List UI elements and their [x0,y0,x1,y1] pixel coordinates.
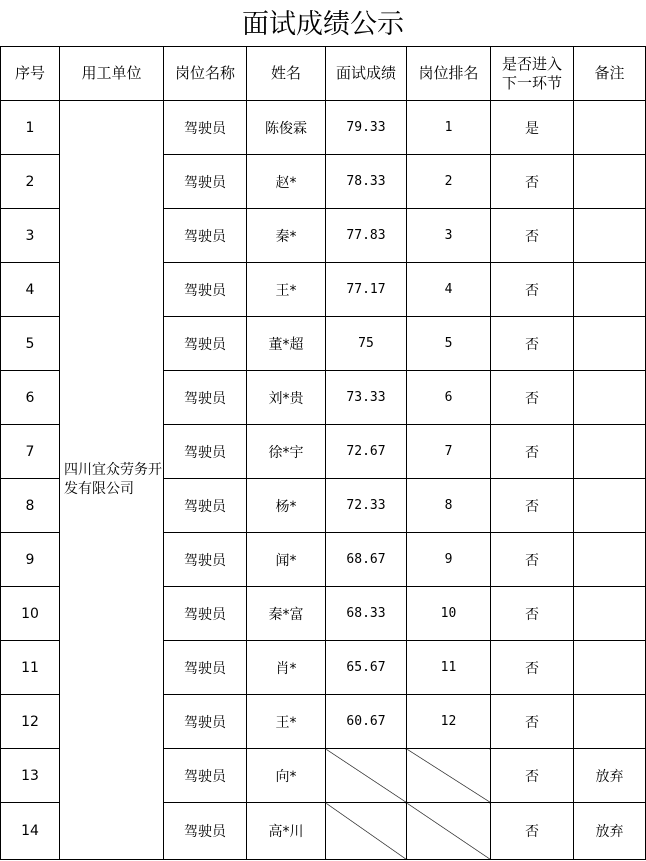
cell-name: 闻* [247,533,326,587]
cell-name: 杨* [247,479,326,533]
cell-advance: 否 [491,479,574,533]
cell-post: 驾驶员 [164,533,247,587]
cell-seq: 9 [1,533,60,587]
cell-advance: 否 [491,209,574,263]
cell-remark [574,425,646,479]
cell-advance: 否 [491,155,574,209]
cell-rank: 7 [407,425,491,479]
header-advance: 是否进入下一环节 [491,47,574,101]
cell-advance: 否 [491,803,574,860]
cell-score: 77.83 [326,209,407,263]
cell-score-slash [326,803,407,860]
cell-post: 驾驶员 [164,317,247,371]
cell-rank: 8 [407,479,491,533]
cell-name: 秦* [247,209,326,263]
cell-name: 徐*宇 [247,425,326,479]
cell-rank: 4 [407,263,491,317]
cell-score: 73.33 [326,371,407,425]
cell-name: 陈俊霖 [247,101,326,155]
cell-advance: 否 [491,695,574,749]
cell-advance: 否 [491,425,574,479]
cell-seq: 14 [1,803,60,860]
cell-remark [574,317,646,371]
cell-seq: 7 [1,425,60,479]
cell-advance: 否 [491,533,574,587]
cell-name: 王* [247,695,326,749]
cell-score: 60.67 [326,695,407,749]
cell-post: 驾驶员 [164,425,247,479]
cell-rank: 10 [407,587,491,641]
cell-seq: 10 [1,587,60,641]
cell-score: 68.33 [326,587,407,641]
cell-seq: 1 [1,101,60,155]
cell-remark [574,263,646,317]
cell-post: 驾驶员 [164,641,247,695]
cell-name: 肖* [247,641,326,695]
cell-rank: 2 [407,155,491,209]
cell-remark [574,209,646,263]
cell-remark [574,371,646,425]
cell-rank: 6 [407,371,491,425]
cell-seq: 2 [1,155,60,209]
cell-score: 72.67 [326,425,407,479]
cell-score: 79.33 [326,101,407,155]
cell-post: 驾驶员 [164,749,247,803]
results-table [0,46,646,860]
cell-score: 77.17 [326,263,407,317]
cell-post: 驾驶员 [164,371,247,425]
cell-advance: 否 [491,587,574,641]
cell-remark [574,695,646,749]
header-seq: 序号 [1,47,60,101]
cell-post: 驾驶员 [164,101,247,155]
cell-advance: 否 [491,641,574,695]
cell-post: 驾驶员 [164,479,247,533]
cell-post: 驾驶员 [164,209,247,263]
cell-post: 驾驶员 [164,803,247,860]
cell-score: 78.33 [326,155,407,209]
header-unit: 用工单位 [60,47,164,101]
cell-seq: 6 [1,371,60,425]
cell-remark [574,587,646,641]
cell-post: 驾驶员 [164,263,247,317]
page-title: 面试成绩公示 [242,9,404,40]
cell-seq: 5 [1,317,60,371]
cell-unit: 四川宜众劳务开发有限公司 [60,101,164,860]
cell-seq: 4 [1,263,60,317]
cell-seq: 11 [1,641,60,695]
cell-score-slash [326,749,407,803]
cell-remark [574,533,646,587]
cell-rank-slash [407,803,491,860]
cell-rank: 9 [407,533,491,587]
cell-score: 75 [326,317,407,371]
cell-name: 向* [247,749,326,803]
cell-name: 董*超 [247,317,326,371]
cell-name: 赵* [247,155,326,209]
cell-name: 高*川 [247,803,326,860]
cell-advance: 否 [491,263,574,317]
cell-remark [574,479,646,533]
cell-score: 68.67 [326,533,407,587]
header-name: 姓名 [247,47,326,101]
cell-seq: 12 [1,695,60,749]
cell-rank: 5 [407,317,491,371]
cell-name: 秦*富 [247,587,326,641]
cell-name: 刘*贵 [247,371,326,425]
cell-seq: 3 [1,209,60,263]
cell-advance: 是 [491,101,574,155]
cell-remark [574,101,646,155]
cell-score: 65.67 [326,641,407,695]
cell-rank: 11 [407,641,491,695]
cell-rank: 3 [407,209,491,263]
cell-post: 驾驶员 [164,587,247,641]
cell-rank: 1 [407,101,491,155]
cell-score: 72.33 [326,479,407,533]
cell-rank-slash [407,749,491,803]
table-row [1,101,646,155]
header-rank: 岗位排名 [407,47,491,101]
cell-advance: 否 [491,317,574,371]
cell-advance: 否 [491,749,574,803]
cell-name: 王* [247,263,326,317]
cell-advance: 否 [491,371,574,425]
cell-remark [574,641,646,695]
header-remark: 备注 [574,47,646,101]
cell-remark: 放弃 [574,749,646,803]
cell-rank: 12 [407,695,491,749]
cell-seq: 13 [1,749,60,803]
header-row [1,47,646,101]
header-score: 面试成绩 [326,47,407,101]
cell-post: 驾驶员 [164,155,247,209]
cell-remark: 放弃 [574,803,646,860]
cell-post: 驾驶员 [164,695,247,749]
header-post: 岗位名称 [164,47,247,101]
cell-remark [574,155,646,209]
cell-seq: 8 [1,479,60,533]
